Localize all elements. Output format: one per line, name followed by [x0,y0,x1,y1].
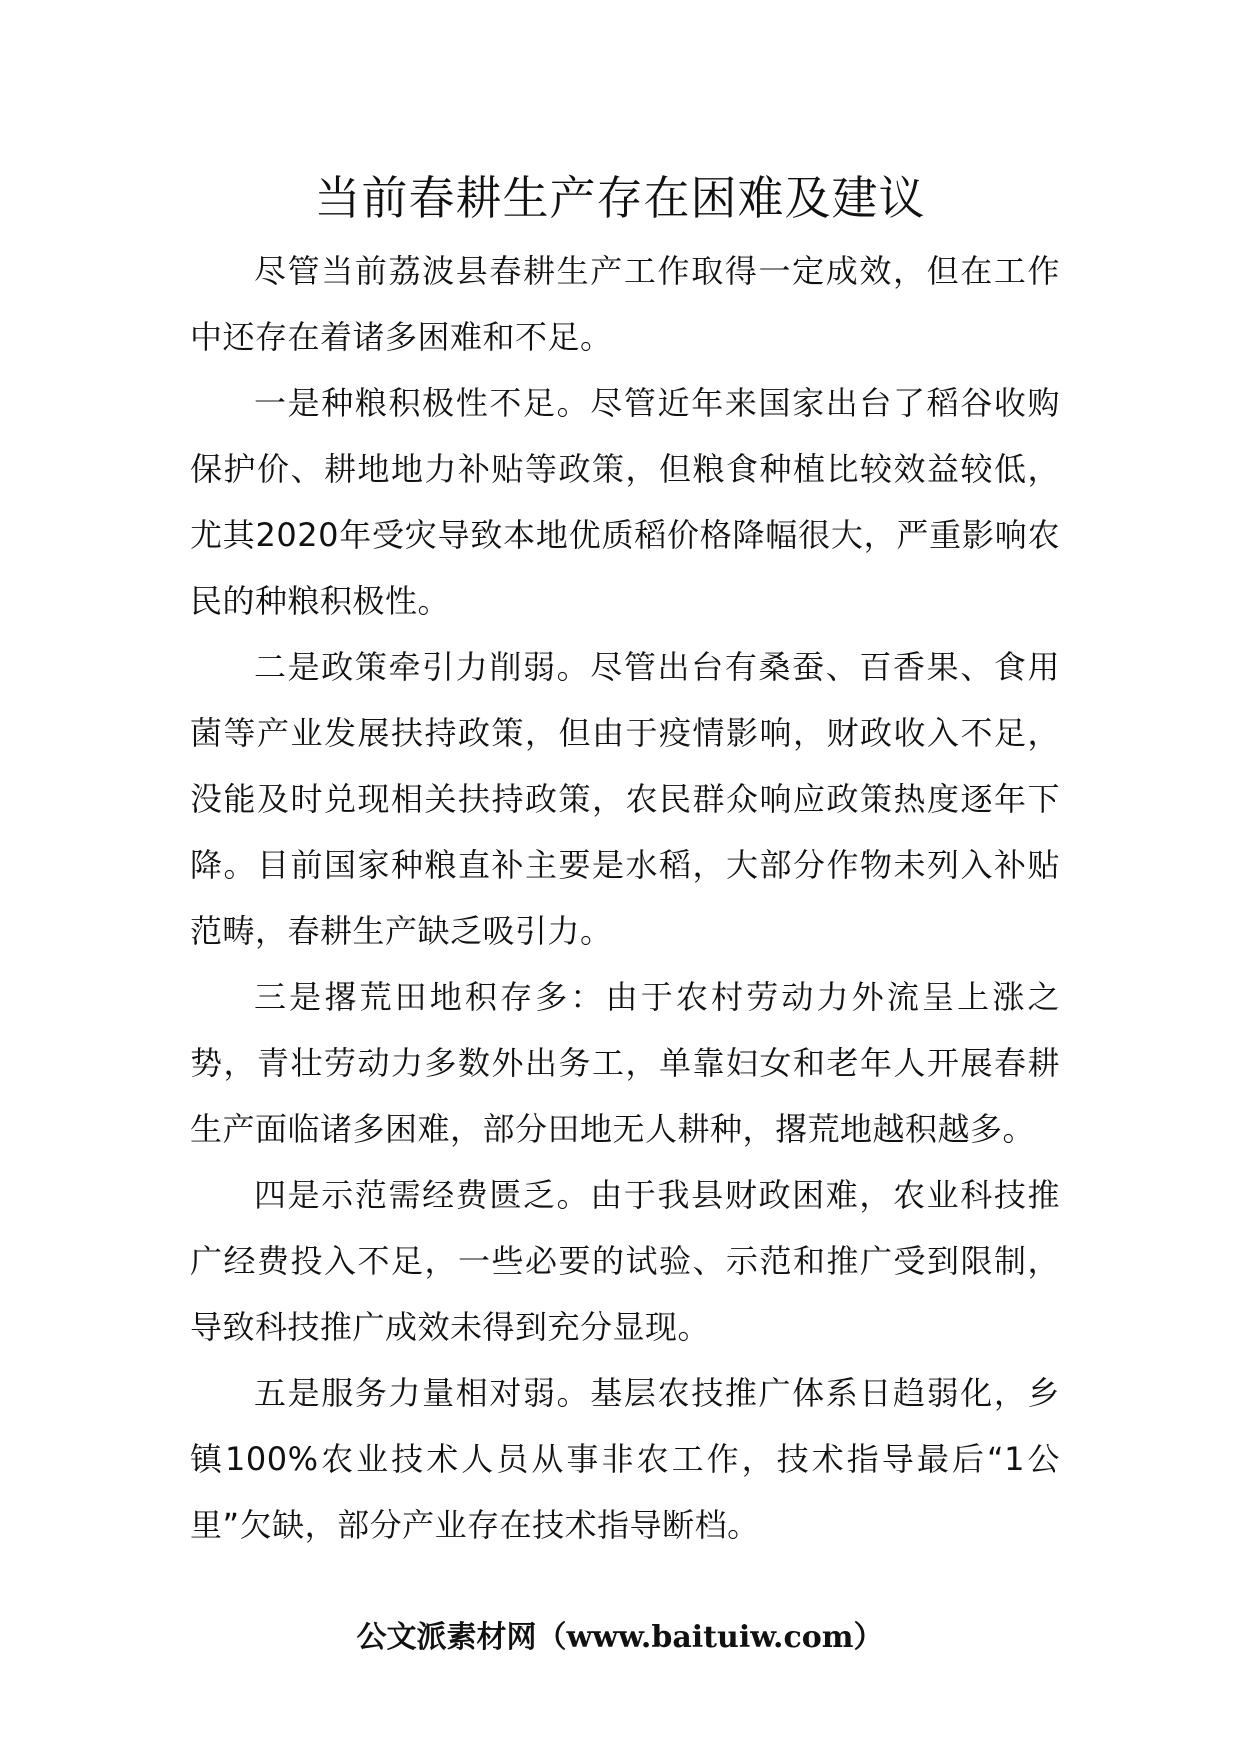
paragraph-point-1: 一是种粮积极性不足。尽管近年来国家出台了稻谷收购保护价、耕地地力补贴等政策，但粮食种植比较效益较低，尤其2020年受灾导致本地优质稻价格降幅很大，严重影响农民的种粮积极性。 [190,384,1060,620]
footer-source: 公文派素材网（www.baituiw.com） [356,1620,884,1655]
paragraph-point-3: 三是撂荒田地积存多：由于农村劳动力外流呈上涨之势，青壮劳动力多数外出务工，单靠妇女和老年人开展春耕生产面临诸多困难，部分田地无人耕种，撂荒地越积越多。 [190,978,1060,1148]
page-title: 当前春耕生产存在困难及建议 [314,171,926,225]
paragraph-intro: 尽管当前荔波县春耕生产工作取得一定成效，但在工作中还存在着诸多困难和不足。 [190,252,1060,356]
paragraph-point-4: 四是示范需经费匮乏。由于我县财政困难，农业科技推广经费投入不足，一些必要的试验、示范和推广受到限制，导致科技推广成效未得到充分显现。 [190,1176,1060,1346]
paragraph-point-5: 五是服务力量相对弱。基层农技推广体系日趋弱化，乡镇100%农业技术人员从事非农工作，技术指导最后“1公里”欠缺，部分产业存在技术指导断档。 [190,1374,1060,1544]
document-body [190,238,1060,1558]
paragraph-point-2: 二是政策牵引力削弱。尽管出台有桑蚕、百香果、食用菌等产业发展扶持政策，但由于疫情影响，财政收入不足，没能及时兑现相关扶持政策，农民群众响应政策热度逐年下降。目前国家种粮直补主要是水稻，大部分作物未列入补贴范畴，春耕生产缺乏吸引力。 [190,648,1060,950]
